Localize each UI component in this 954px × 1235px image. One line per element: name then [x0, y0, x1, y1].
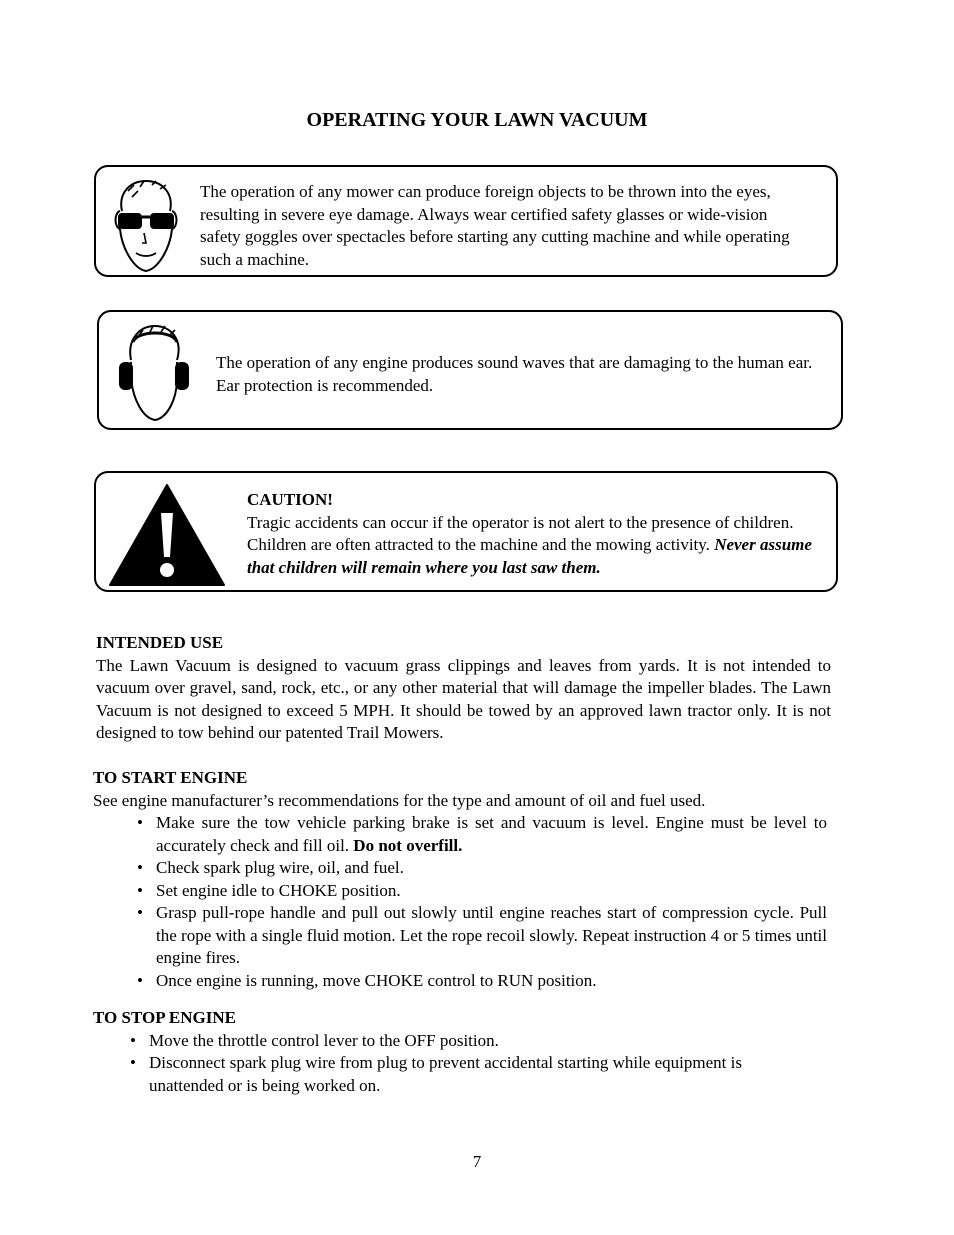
step-text: Check spark plug wire, oil, and fuel.	[156, 858, 404, 877]
intended-use-text: The Lawn Vacuum is designed to vacuum grass clippings and leaves from yards. It is not intended to vacuum over gravel, sand, rock, etc., or any other material that will damage the impeller blades. The Lawn Vacuum is not designed to exceed 5 MPH. It should be towed by an approved lawn tractor only. It is not designed to tow behind our patented Trail Mowers.	[96, 655, 831, 742]
bullet: •	[130, 1030, 136, 1050]
ear-warning-text: The operation of any engine produces sound waves that are damaging to the human ear. Ear protection is recommended.	[216, 353, 813, 395]
start-engine-heading: TO START ENGINE	[93, 768, 248, 787]
caution-box	[94, 471, 838, 592]
bullet: •	[137, 880, 143, 900]
step-text: Once engine is running, move CHOKE control to RUN position.	[156, 970, 597, 990]
caution-content	[247, 489, 837, 579]
stop-engine-heading: TO STOP ENGINE	[93, 1008, 236, 1027]
list-item	[130, 1052, 809, 1097]
step-text: Set engine idle to CHOKE position.	[156, 880, 401, 900]
intended-use-section	[96, 632, 831, 745]
warning-triangle-icon	[108, 483, 226, 587]
start-engine-section	[93, 767, 833, 992]
page-number: 7	[472, 1152, 482, 1171]
page-title: OPERATING YOUR LAWN VACUUM	[306, 109, 648, 131]
eye-warning-text: The operation of any mower can produce foreign objects to be thrown into the eyes, resulting in severe eye damage. Always wear certified safety glasses or wide-vision safety goggles over spectacles before starting any cutting machine and while operating such a machine.	[200, 182, 790, 269]
list-item	[137, 970, 827, 993]
stop-engine-steps	[130, 1030, 809, 1098]
list-item	[137, 880, 827, 903]
start-engine-intro: See engine manufacturer’s recommendations for the type and amount of oil and fuel used.	[93, 790, 706, 810]
step-text: Move the throttle control lever to the OFF position.	[149, 1030, 499, 1050]
caution-body: Tragic accidents can occur if the operator is not alert to the presence of children. Children are often attracted to the machine and the mowing activity.	[247, 512, 794, 554]
stop-engine-section	[93, 1007, 833, 1097]
step-text: Disconnect spark plug wire from plug to prevent accidental starting while equipment is unattended or is being worked on.	[149, 1053, 742, 1095]
intended-use-heading: INTENDED USE	[96, 633, 224, 652]
caution-title: CAUTION!	[247, 490, 333, 509]
bullet: •	[130, 1053, 136, 1072]
caution-emphasis: Never assume that children will remain where you last saw them.	[247, 535, 812, 577]
step-text: Grasp pull-rope handle and pull out slowly until engine reaches start of compression cycle. Pull the rope with a single fluid motion. Let the rope recoil slowly. Repeat instruction 4 or 5 times until engine fires.	[156, 903, 827, 967]
caution-text	[247, 512, 837, 580]
bullet: •	[137, 858, 143, 877]
list-item	[137, 812, 827, 857]
list-item	[130, 1030, 809, 1053]
list-item	[137, 857, 827, 880]
safety-glasses-head-icon	[108, 177, 180, 275]
eye-warning-box	[94, 165, 838, 277]
bullet: •	[137, 813, 143, 832]
step-emphasis: Do not overfill.	[353, 835, 463, 855]
ear-protection-head-icon	[115, 322, 191, 424]
bullet: •	[137, 970, 143, 990]
list-item	[137, 902, 827, 970]
bullet: •	[137, 903, 143, 922]
ear-warning-box	[97, 310, 843, 430]
step-text: Make sure the tow vehicle parking brake is set and vacuum is level. Engine must be level to accurately check and fill oil.	[156, 813, 827, 855]
start-engine-steps	[137, 812, 827, 992]
